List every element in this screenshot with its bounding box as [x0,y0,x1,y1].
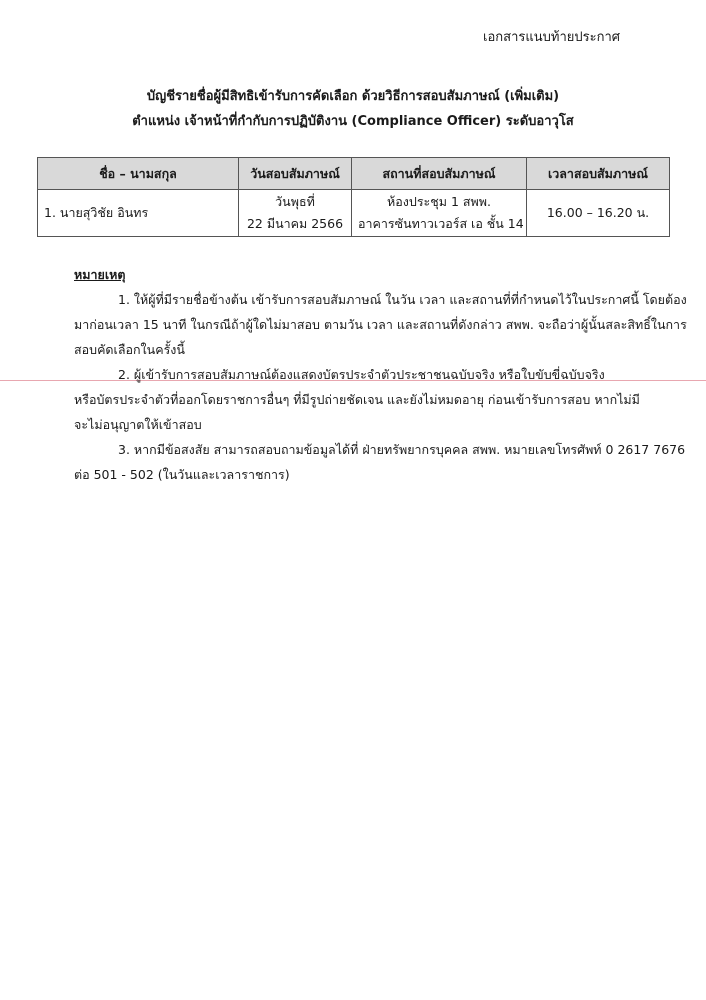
note-2-line-2: หรือบัตรประจำตัวที่ออกโดยราชการอื่นๆ ที่มีรูปถ่ายชัดเจน และยังไม่หมดอายุ ก่อนเข้ารับการสอบ หากไม่มี [74,392,640,407]
title-line-1: บัญชีรายชื่อผู้มีสิทธิเข้ารับการคัดเลือก ด้วยวิธีการสอบสัมภาษณ์ (เพิ่มเติม) [146,89,560,104]
document-title [0,84,706,134]
candidates-table [37,157,670,237]
note-2-line-1: 2. ผู้เข้ารับการสอบสัมภาษณ์ต้องแสดงบัตรประจำตัวประชาชนฉบับจริง หรือใบขับขี่ฉบับจริง [118,367,605,382]
notes-section [74,262,687,487]
note-1-line-3: สอบคัดเลือกในครั้งนี้ [74,342,185,357]
note-3-line-1: 3. หากมีข้อสงสัย สามารถสอบถามข้อมูลได้ที่ ฝ่ายทรัพยากรบุคคล สพพ. หมายเลขโทรศัพท์ 0 2617 7676 [118,442,686,457]
attachment-label: เอกสารแนบท้ายประกาศ [483,30,620,45]
cell-time: 16.00 – 16.20 น. [527,190,670,237]
table-header-row [38,158,670,190]
cell-name: 1. นายสุวิชัย อินทร [38,190,239,237]
note-1-line-1: 1. ให้ผู้ที่มีรายชื่อข้างต้น เข้ารับการสอบสัมภาษณ์ ในวัน เวลา และสถานที่ที่กำหนดไว้ในประกาศนี้ โดยต้อง [118,292,687,307]
date-line-1: วันพุธที่ [275,194,315,209]
venue-line-1: ห้องประชุม 1 สพพ. [387,194,491,209]
cell-venue [352,190,527,237]
header-date: วันสอบสัมภาษณ์ [239,158,352,190]
cell-date [239,190,352,237]
header-name: ชื่อ – นามสกุล [38,158,239,190]
note-1-line-2: มาก่อนเวลา 15 นาที ในกรณีถ้าผู้ใดไม่มาสอบ ตามวัน เวลา และสถานที่ดังกล่าว สพพ. จะถือว่าผู้นั้นสละสิทธิ์ในการ [74,317,687,332]
header-venue: สถานที่สอบสัมภาษณ์ [352,158,527,190]
note-2-line-3: จะไม่อนุญาตให้เข้าสอบ [74,417,202,432]
title-line-2: ตำแหน่ง เจ้าหน้าที่กำกับการปฏิบัติงาน (Compliance Officer) ระดับอาวุโส [132,114,574,129]
venue-line-2: อาคารซันทาวเวอร์ส เอ ชั้น 14 [358,216,524,231]
notes-title: หมายเหตุ [74,267,126,282]
table-row [38,190,670,237]
header-time: เวลาสอบสัมภาษณ์ [527,158,670,190]
date-line-2: 22 มีนาคม 2566 [246,216,344,231]
note-3-line-2: ต่อ 501 - 502 (ในวันและเวลาราชการ) [74,467,290,482]
